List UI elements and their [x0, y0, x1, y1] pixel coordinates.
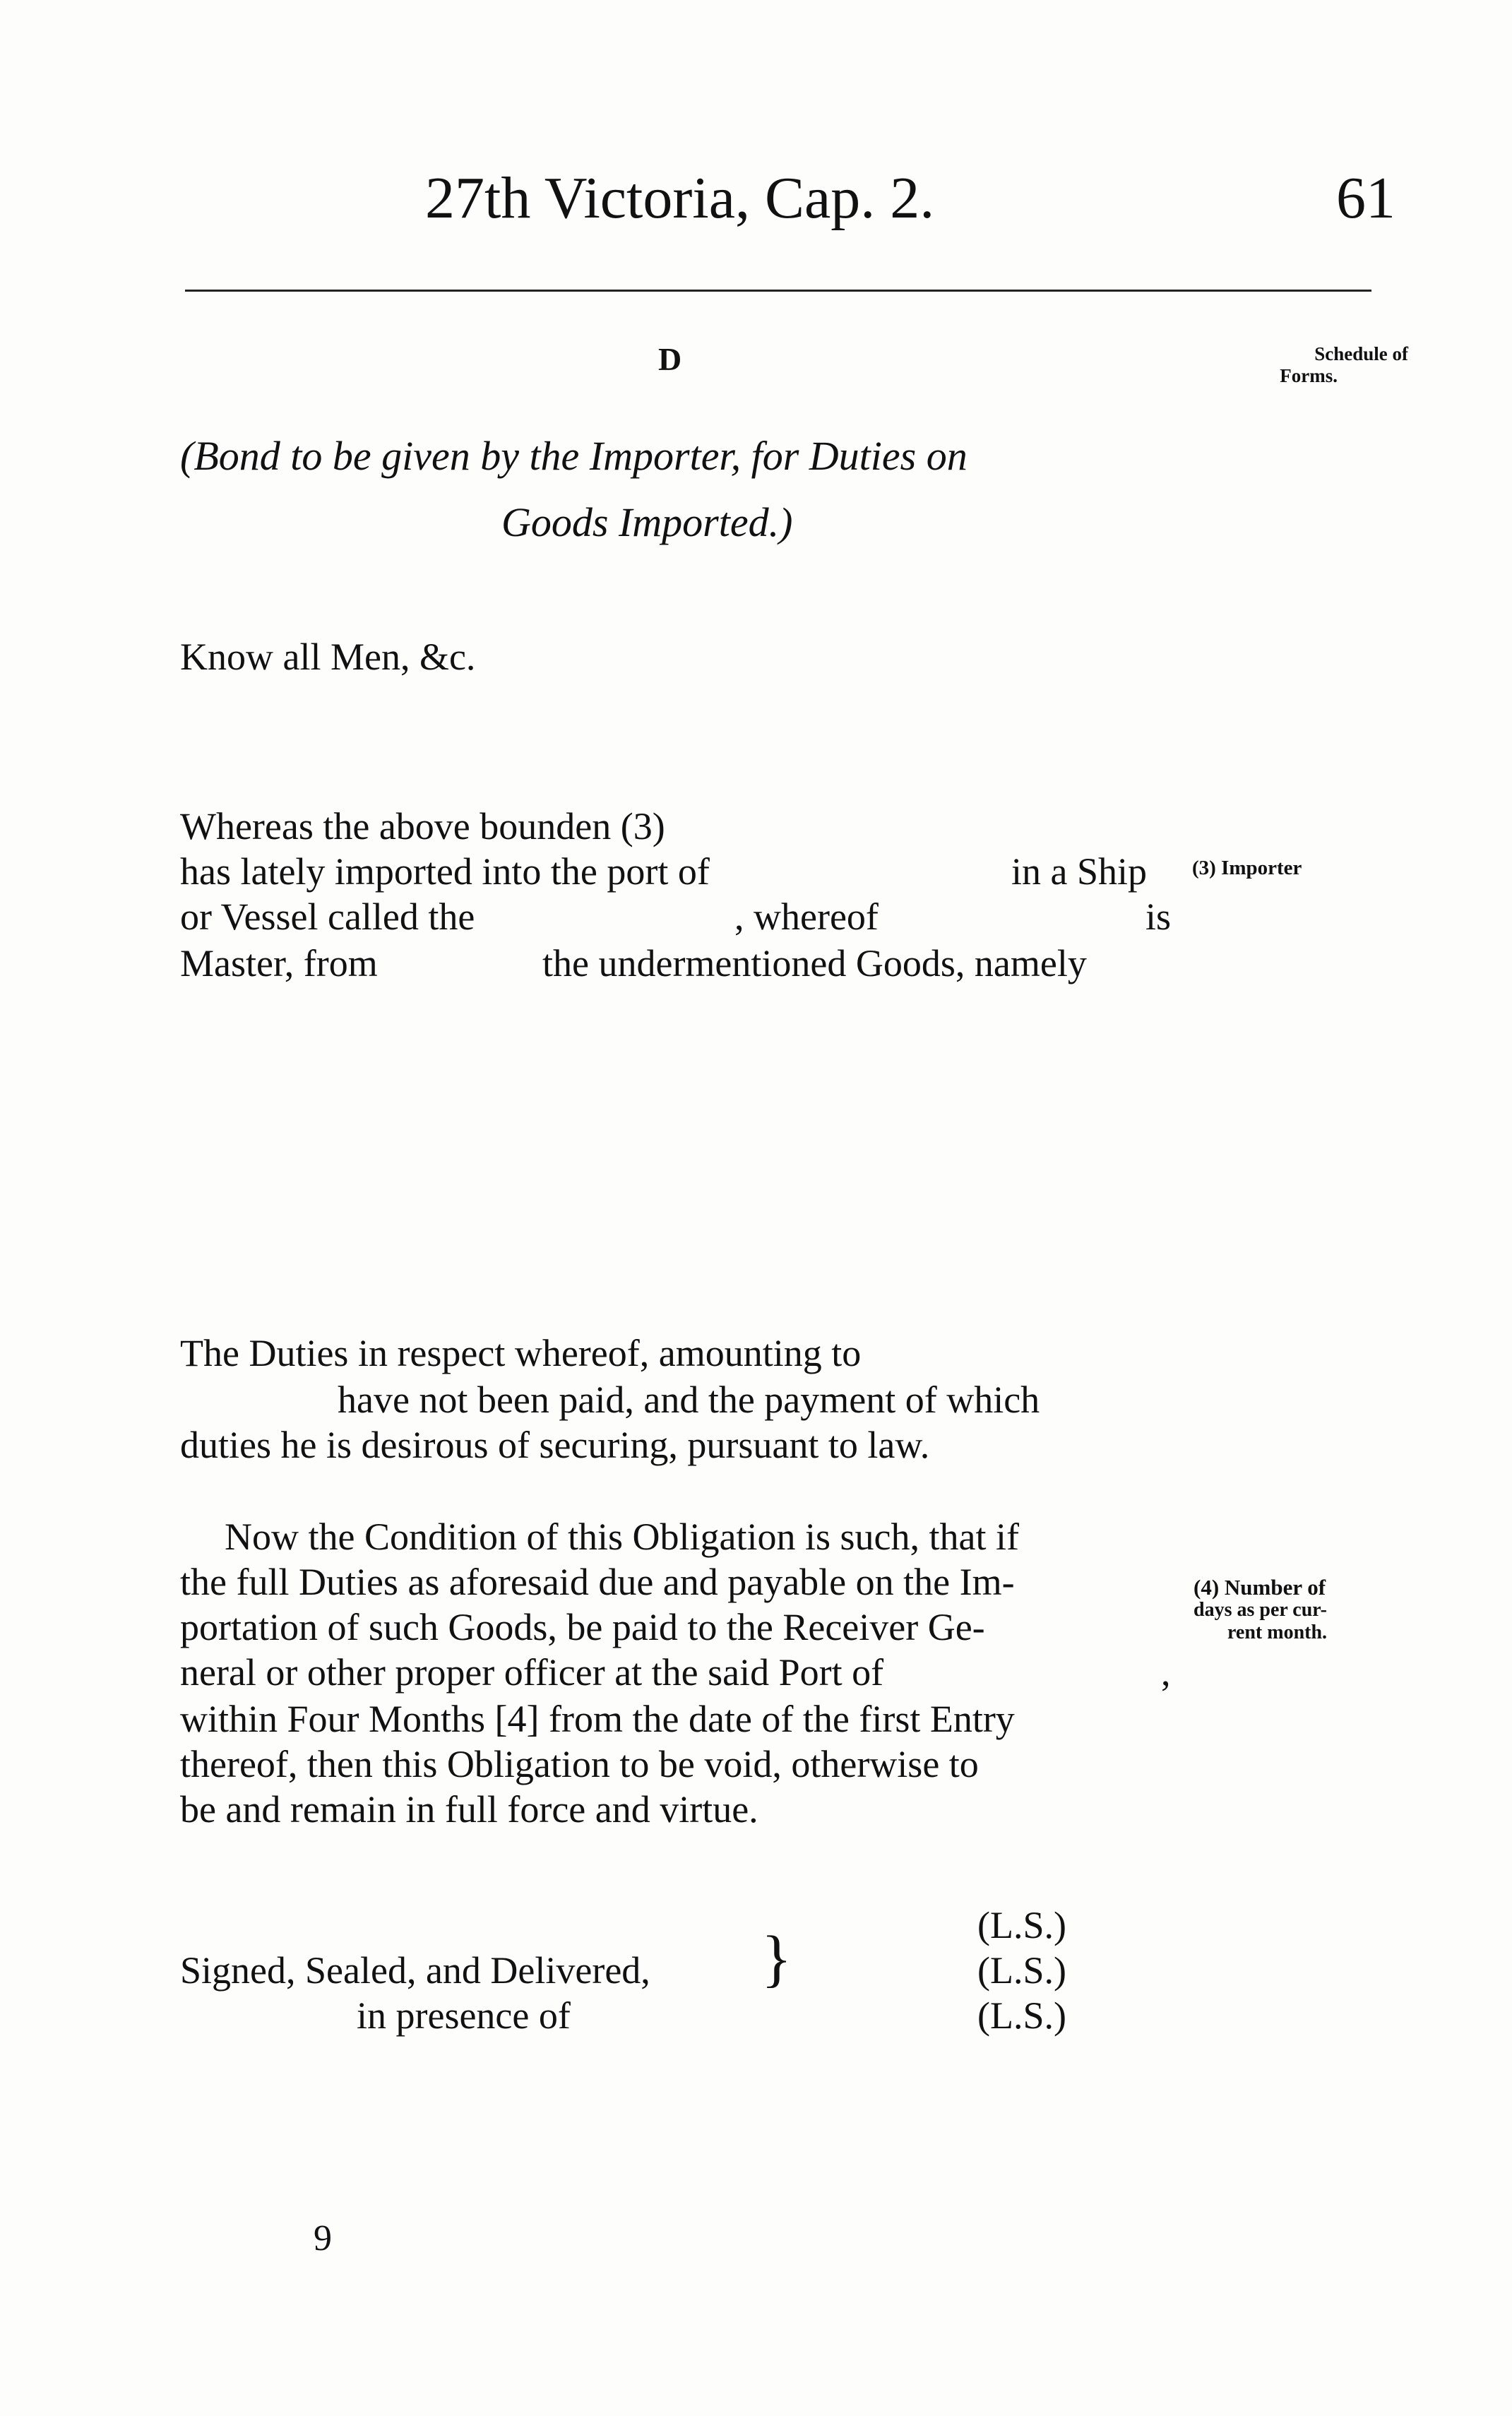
signature-line-2: in presence of — [357, 1994, 571, 2037]
recital-line-3b: , whereof — [734, 895, 879, 938]
recital-line-4a: Master, from — [180, 942, 378, 984]
condition-line-5: within Four Months [4] from the date of the first Entry — [180, 1698, 1015, 1740]
seal-2: (L.S.) — [977, 1949, 1066, 1992]
bond-title-line-2: Goods Imported.) — [501, 499, 793, 545]
side-note-line: Forms. — [1280, 365, 1338, 386]
running-title: 27th Victoria, Cap. 2. — [425, 165, 935, 231]
bond-title-line-1: (Bond to be given by the Importer, for Duties on — [180, 433, 968, 479]
page-number: 61 — [1336, 165, 1395, 231]
header-rule — [185, 290, 1371, 292]
condition-line-1: Now the Condition of this Obligation is such, that if — [225, 1516, 1019, 1558]
seal-3: (L.S.) — [977, 1994, 1066, 2037]
signature-line-1: Signed, Sealed, and Delivered, — [180, 1949, 650, 1992]
seal-1: (L.S.) — [977, 1904, 1066, 1946]
margin-note-line: days as per cur- — [1193, 1599, 1327, 1621]
side-note-line: Schedule of — [1314, 343, 1408, 364]
condition-line-2: the full Duties as aforesaid due and payable on the Im- — [180, 1561, 1015, 1603]
recital-line-4b: the undermentioned Goods, namely — [542, 942, 1087, 984]
signature-mark: 9 — [314, 2218, 332, 2259]
margin-note-number-of-days — [1193, 1576, 1327, 1644]
condition-line-4b: , — [1161, 1651, 1171, 1694]
condition-line-3: portation of such Goods, be paid to the Receiver Ge- — [180, 1606, 985, 1648]
margin-note-line: rent month. — [1227, 1621, 1328, 1643]
recital-line-2a: has lately imported into the port of — [180, 850, 710, 893]
condition-line-6: thereof, then this Obligation to be void, otherwise to — [180, 1743, 979, 1785]
side-note-schedule — [1203, 343, 1408, 387]
duties-line-1: The Duties in respect whereof, amounting to — [180, 1332, 862, 1374]
condition-line-4a: neral or other proper officer at the said Port of — [180, 1651, 884, 1694]
recital-line-3a: or Vessel called the — [180, 895, 475, 938]
signature-brace: } — [761, 1924, 792, 1994]
condition-line-7: be and remain in full force and virtue. — [180, 1788, 758, 1831]
duties-line-2: have not been paid, and the payment of which — [338, 1379, 1040, 1421]
section-letter: D — [658, 341, 682, 377]
recital-line-1: Whereas the above bounden (3) — [180, 805, 665, 847]
margin-note-importer: (3) Importer — [1192, 857, 1302, 879]
recital-line-2b: in a Ship — [1011, 850, 1148, 893]
margin-note-line: (4) Number of — [1193, 1575, 1326, 1600]
duties-line-3: duties he is desirous of securing, pursuant to law. — [180, 1424, 930, 1466]
opening-line: Know all Men, &c. — [180, 636, 476, 678]
recital-line-3c: is — [1145, 895, 1172, 938]
